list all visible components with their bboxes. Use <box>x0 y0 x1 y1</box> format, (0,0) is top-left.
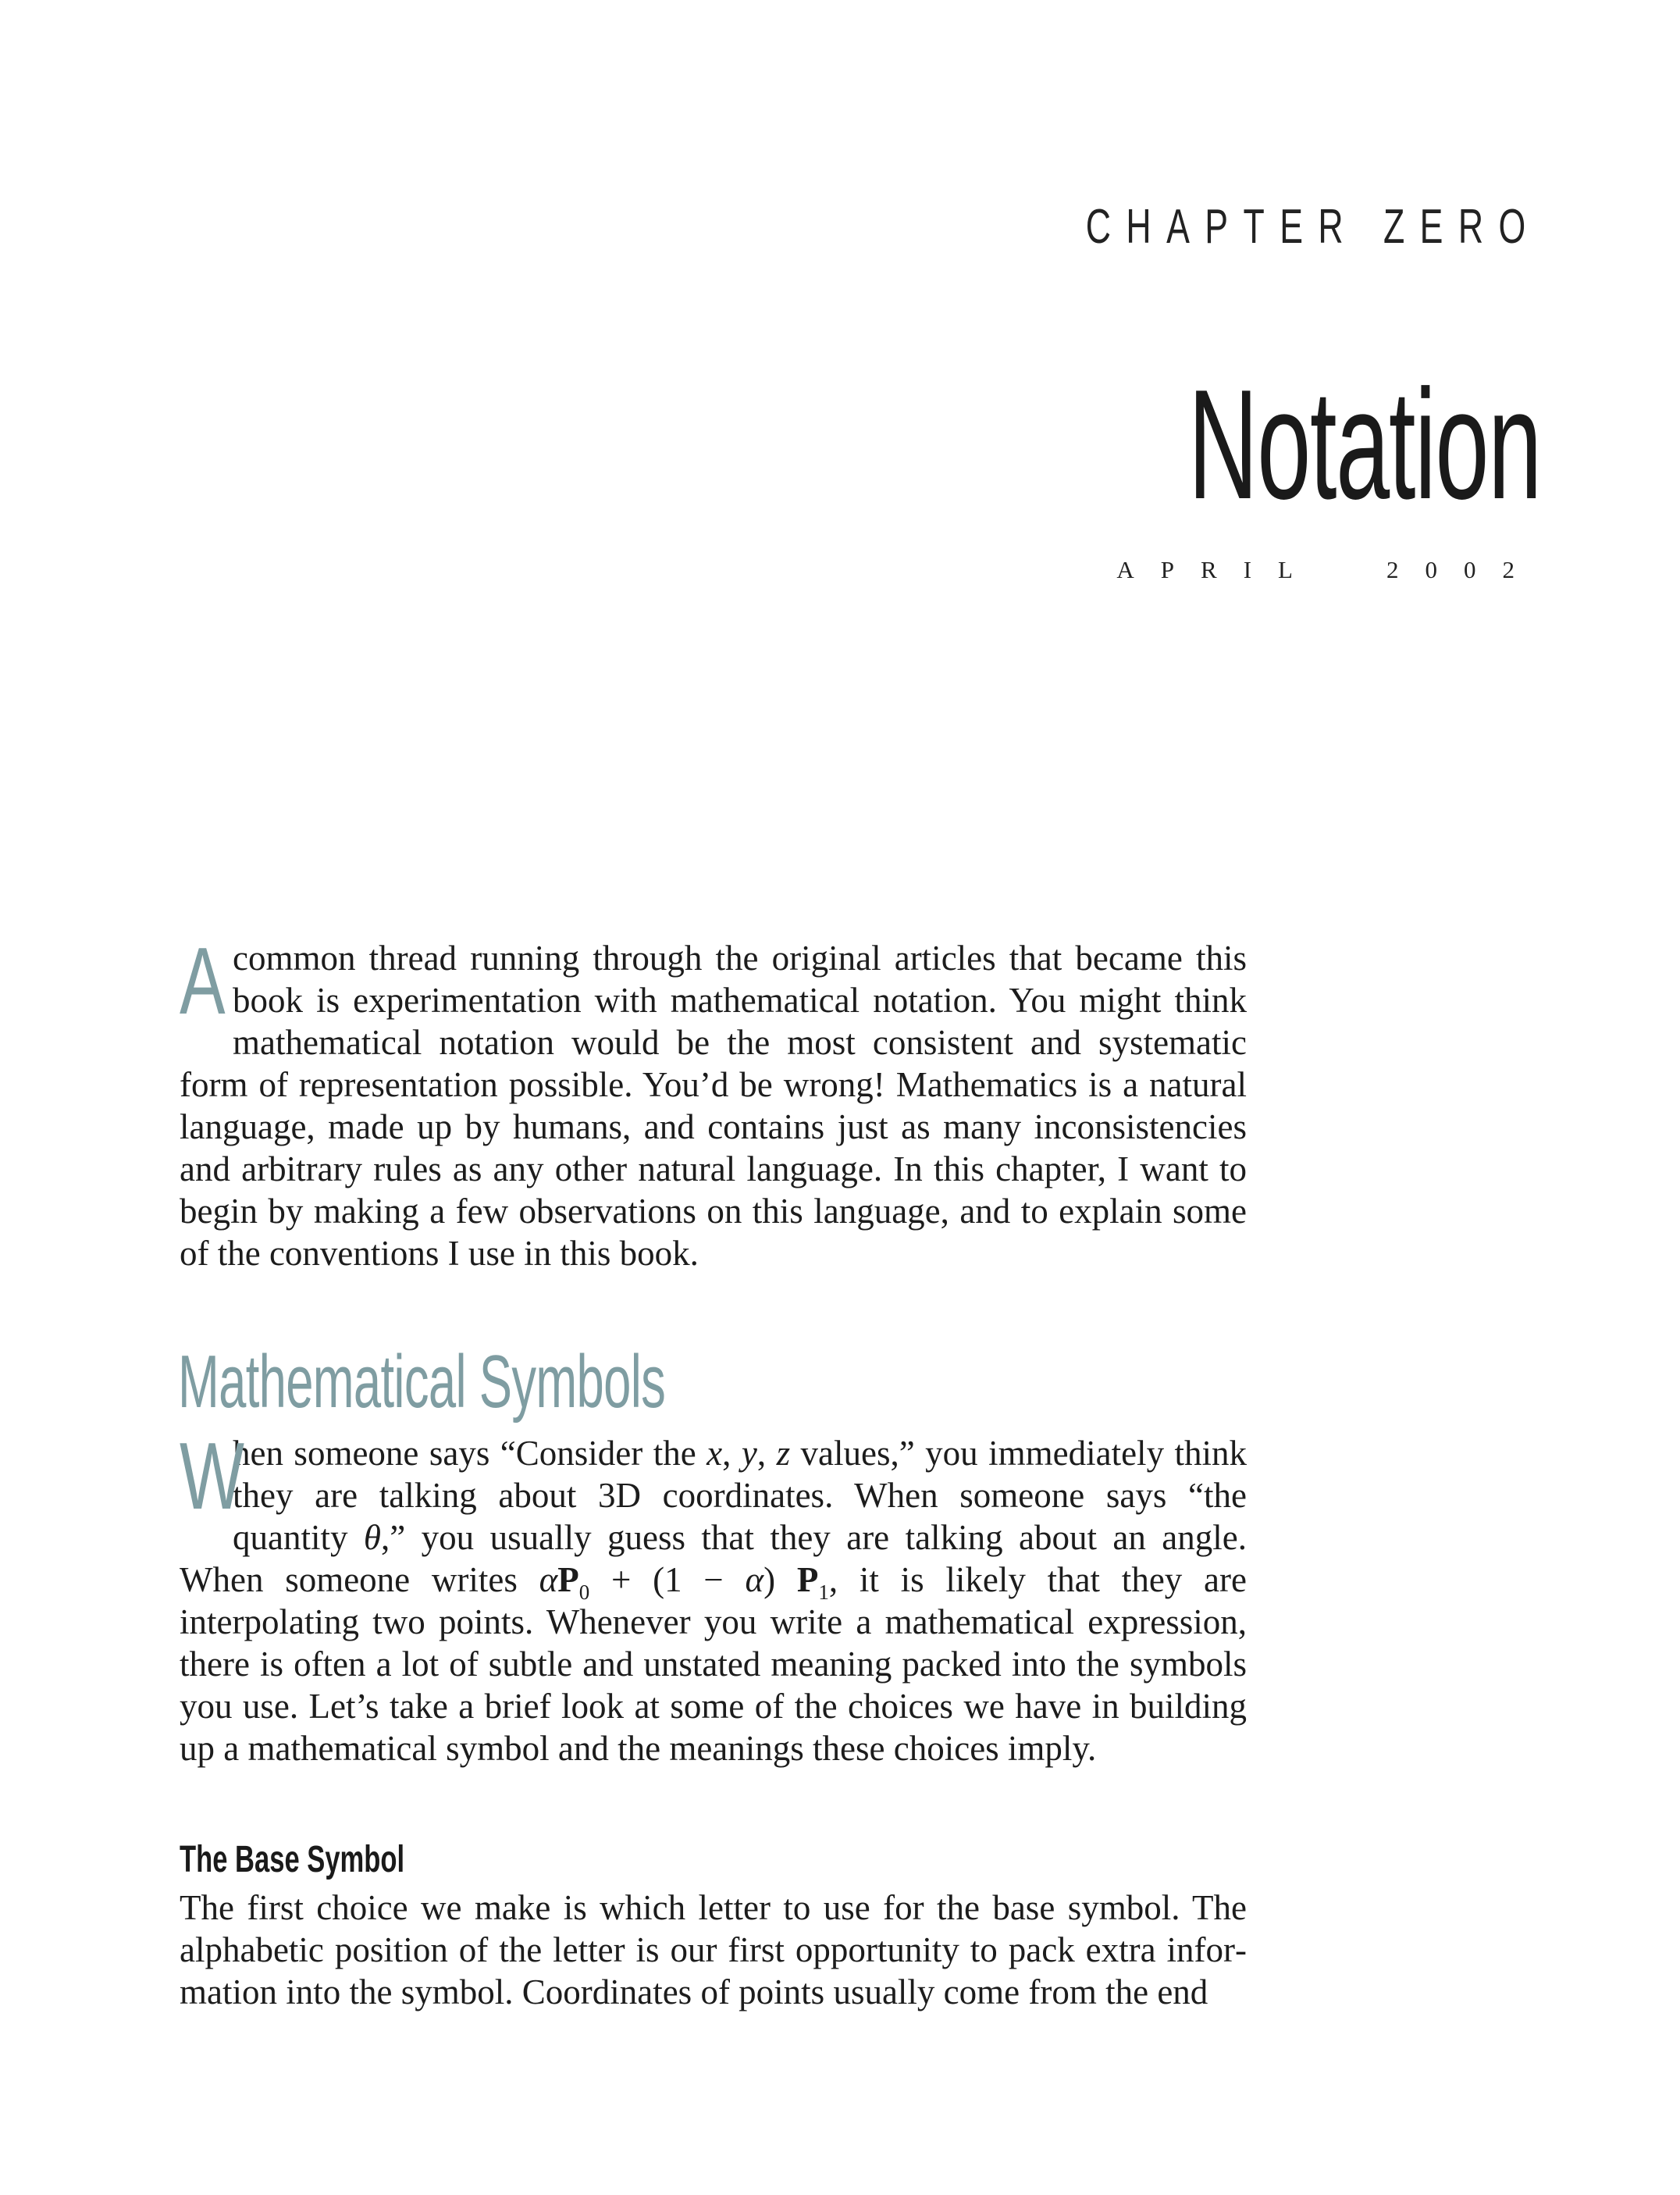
section-paragraph <box>180 1423 1248 1769</box>
sep-2: , <box>756 1434 777 1473</box>
var-x: x <box>707 1434 723 1473</box>
var-y: y <box>741 1434 757 1473</box>
var-theta: θ <box>363 1518 382 1557</box>
expr-sub1: 1 <box>818 1580 829 1604</box>
expr-sub0: 0 <box>578 1580 590 1604</box>
subsection-heading: The Base Symbol <box>180 1839 405 1880</box>
chapter-title: Notation <box>1188 358 1541 532</box>
subsection-paragraph: The first choice we make is which letter to use for the base symbol. The alphabetic position of the letter is our first opportunity to pack extra information into the symbol. Coordinates of points usually come from the end <box>180 1888 1247 2011</box>
expr-alpha2: α <box>745 1560 764 1599</box>
expr-p0: P <box>557 1560 579 1599</box>
section-heading: Mathematical Symbols <box>178 1340 666 1424</box>
date-month: APRIL <box>1116 556 1319 583</box>
intro-text: common thread running through the original articles that became this book is experimentation with mathematical notation. You might think mathematical notation would be the most consistent and systematic form of representation possible. You’d be wrong! Mathematics is a natural language, made up by humans, and contains just as many inconsistencies and arbitrary rules as any other natural language. In this chapter, I want to begin by making a few observations on this language, and to explain some of the conventions I use in this book. <box>180 939 1247 1273</box>
section-text-3: ,” you usually guess that they are talking about an angle. When someone writes <box>180 1518 1247 1599</box>
chapter-label: CHAPTER ZERO <box>1086 200 1541 254</box>
dropcap-w: W <box>180 1423 244 1529</box>
expr-alpha: α <box>539 1560 558 1599</box>
date-year: 2002 <box>1386 556 1541 583</box>
chapter-date <box>1116 556 1541 584</box>
expr-close: ) <box>763 1560 797 1599</box>
expr-mid: + (1 − <box>589 1560 746 1599</box>
sep-1: , <box>722 1434 742 1473</box>
dropcap-a: A <box>180 928 226 1034</box>
section-text-2: values,” you immediately think they are talking about 3D coordinates. When someone says “the quantity <box>233 1434 1248 1557</box>
var-z: z <box>776 1434 791 1473</box>
expr-p1: P <box>796 1560 819 1599</box>
section-text-4: , it is likely that they are interpolating two points. Whenever you write a mathematical expression, there is often a lot of subtle and unstated meaning packed into the symbols you use. Let’s take a brief look at some of the choices we have in building up a mathematical symbol and the meanings these choices imply. <box>180 1560 1247 1768</box>
intro-paragraph <box>180 928 1247 1274</box>
section-text-1: hen someone says “Consider the <box>233 1434 707 1473</box>
